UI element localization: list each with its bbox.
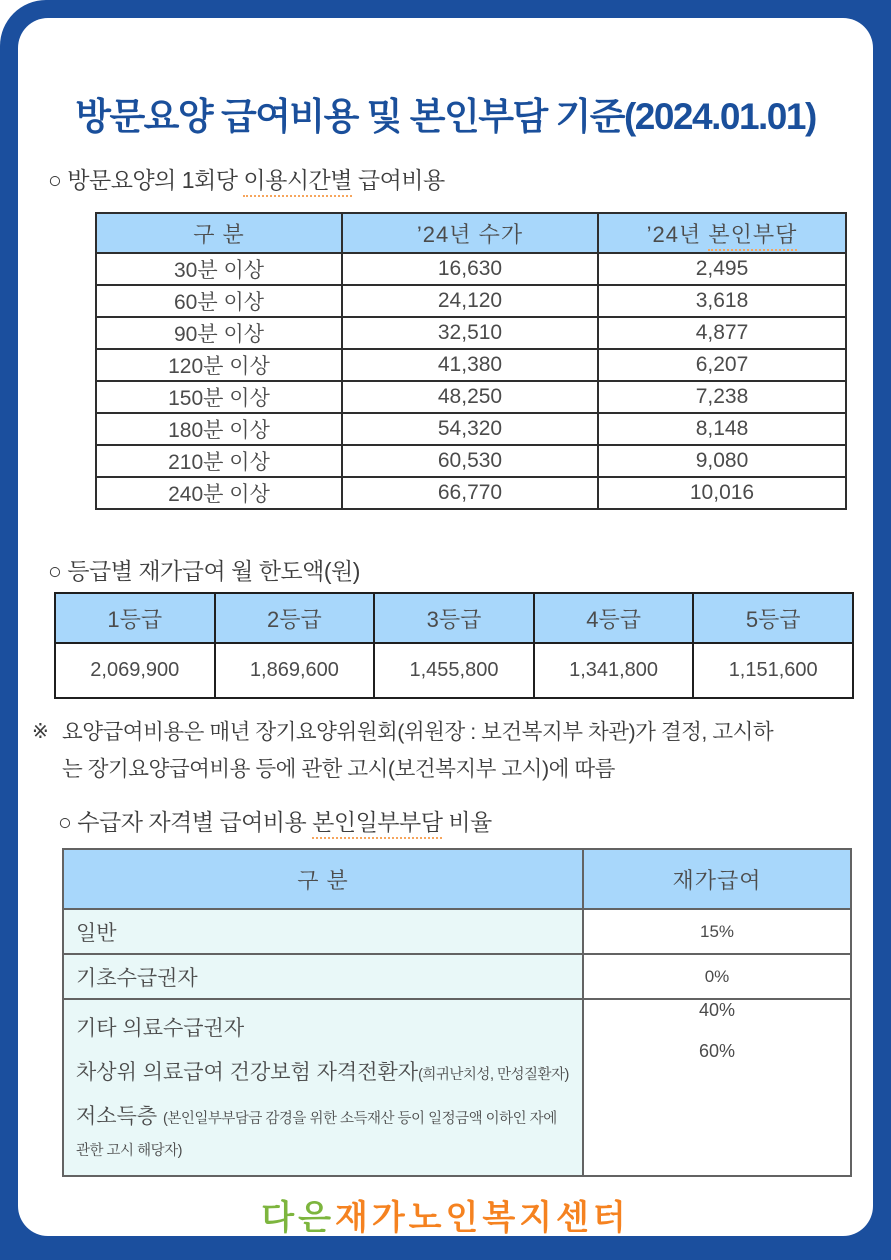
usage-copay: 9,080 [598,445,846,477]
usage-duration: 120분 이상 [96,349,342,381]
section-copay-heading-underlined: 본인일부부담 [312,809,442,839]
copay-category: 기초수급권자 [63,954,583,999]
copay-rates-multi [583,999,851,1176]
copay-rate: 15% [583,909,851,954]
section-copay-heading-suffix: 비율 [442,809,492,835]
table-row [96,253,846,285]
table-row [96,445,846,477]
usage-col-header-copay-underlined: 본인부담 [708,222,797,251]
note-line-1: 요양급여비용은 매년 장기요양위원회(위원장 : 보건복지부 차관)가 결정, 고시하 [62,720,774,744]
copay-category-multi [63,999,583,1176]
copay-rate: 60% [698,1041,736,1061]
page-title: 방문요양 급여비용 및 본인부담 기준(2024.01.01) [75,96,816,137]
grade-header: 4등급 [534,593,694,643]
section-copay-heading-prefix: ○ 수급자 자격별 급여비용 [58,809,313,835]
section-limit-heading: ○ 등급별 재가급여 월 한도액(원) [48,558,360,584]
usage-duration: 180분 이상 [96,413,342,445]
usage-price: 41,380 [342,349,598,381]
usage-col-header-copay-prefix: ’24년 [646,221,709,247]
content-card [18,18,873,1236]
copay-rate: 0% [583,954,851,999]
grade-header: 2등급 [215,593,375,643]
copay-col-header-category: 구 분 [63,849,583,909]
usage-duration: 150분 이상 [96,381,342,413]
usage-duration: 240분 이상 [96,477,342,509]
center-name-green: 다은 [261,1199,335,1237]
table-row [63,954,851,999]
copay-multi-line-3: 저소득층 (본인일부부담금 감경을 위한 소득재산 등이 일정금액 이하인 자에 관한 고시 해당자) [76,1105,557,1159]
note-line-2: 는 장기요양급여비용 등에 관한 고시(보건복지부 고시)에 따름 [62,757,615,781]
usage-price: 48,250 [342,381,598,413]
table-row [96,317,846,349]
copay-category: 일반 [63,909,583,954]
usage-price: 54,320 [342,413,598,445]
usage-col-header-category: 구 분 [96,213,342,253]
table-row [63,999,851,1176]
usage-copay: 6,207 [598,349,846,381]
usage-copay: 4,877 [598,317,846,349]
note-marker: ※ [32,721,49,743]
usage-price: 60,530 [342,445,598,477]
grade-header: 1등급 [55,593,215,643]
usage-col-header-price: ’24년 수가 [342,213,598,253]
usage-copay: 3,618 [598,285,846,317]
copay-ratio-table [62,848,852,1177]
section-usage-heading [48,162,445,195]
usage-duration: 30분 이상 [96,253,342,285]
center-name-orange: 재가노인복지센터 [334,1199,630,1237]
grade-amount: 1,869,600 [215,643,375,698]
table-row [96,477,846,509]
copay-multi-line-2-small: (희귀난치성, 만성질환자) [418,1067,569,1083]
grade-amount: 1,455,800 [374,643,534,698]
table-row [96,413,846,445]
limit-table-value-row [55,643,853,698]
note-text [62,714,773,788]
usage-price: 24,120 [342,285,598,317]
center-name-footer [18,1190,873,1239]
table-row [96,381,846,413]
usage-price: 16,630 [342,253,598,285]
usage-copay: 7,238 [598,381,846,413]
section-usage-heading-underlined: 이용시간별 [243,167,352,197]
usage-table-header-row [96,213,846,253]
copay-multi-line-3-small: (본인일부부담금 감경을 위한 소득재산 등이 일정금액 이하인 자에 관한 고시 해당자) [76,1111,557,1159]
usage-price: 66,770 [342,477,598,509]
grade-amount: 1,341,800 [534,643,694,698]
usage-fee-table [95,212,847,510]
regulation-note [32,714,773,788]
limit-table-header-row [55,593,853,643]
copay-multi-line-1: 기타 의료수급권자 [76,1017,245,1040]
usage-copay: 10,016 [598,477,846,509]
grade-header: 3등급 [374,593,534,643]
usage-duration: 210분 이상 [96,445,342,477]
monthly-limit-table [54,592,854,699]
copay-multi-line-2: 차상위 의료급여 건강보험 자격전환자(희귀난치성, 만성질환자) [76,1061,569,1084]
table-row [63,909,851,954]
copay-col-header-benefit: 재가급여 [583,849,851,909]
copay-rate: 40% [698,1000,736,1020]
usage-copay: 2,495 [598,253,846,285]
usage-col-header-copay [598,213,846,253]
section-usage-heading-suffix: 급여비용 [351,167,445,193]
grade-amount: 2,069,900 [55,643,215,698]
copay-table-header-row [63,849,851,909]
grade-header: 5등급 [693,593,853,643]
section-copay-heading [58,804,492,837]
grade-amount: 1,151,600 [693,643,853,698]
usage-price: 32,510 [342,317,598,349]
usage-duration: 60분 이상 [96,285,342,317]
usage-duration: 90분 이상 [96,317,342,349]
table-row [96,349,846,381]
table-row [96,285,846,317]
section-usage-heading-prefix: ○ 방문요양의 1회당 [48,167,244,193]
copay-rate-stack [584,1000,850,1062]
usage-copay: 8,148 [598,413,846,445]
